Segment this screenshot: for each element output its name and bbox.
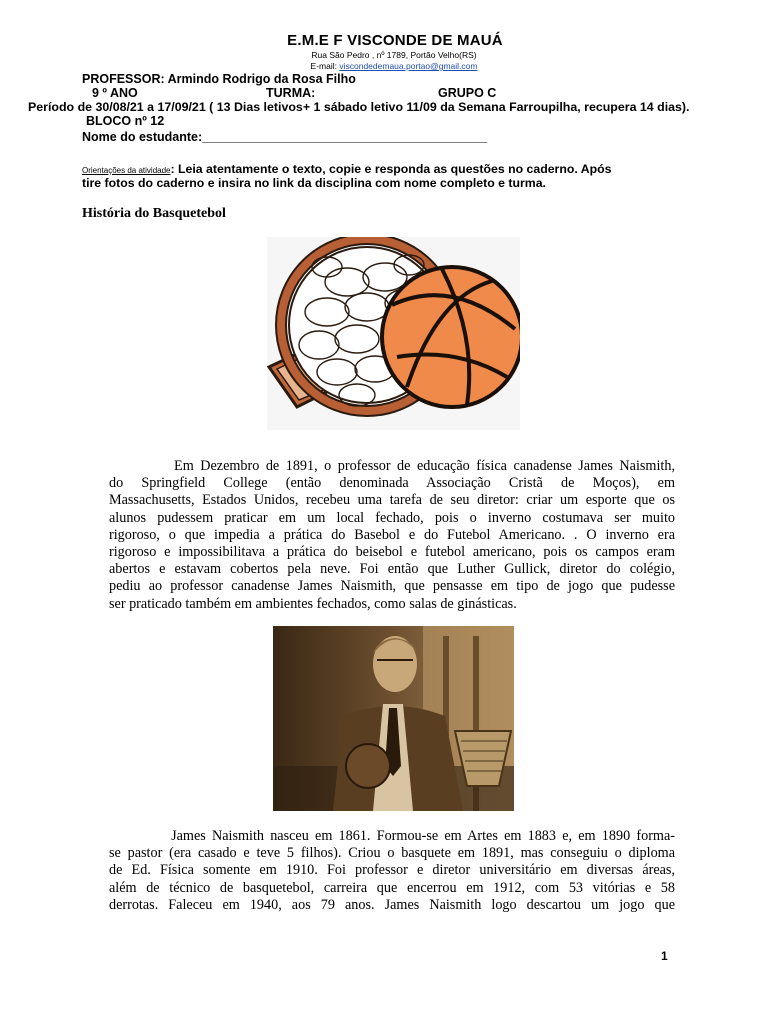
instructions-line-2: tire fotos do caderno e insira no link da disciplina com nome completo e turma. [82, 176, 546, 190]
activity-instructions [82, 162, 682, 190]
professor-line: PROFESSOR: Armindo Rodrigo da Rosa Filho [82, 72, 356, 86]
period-line: Período de 30/08/21 a 17/09/21 ( 13 Dias letivos+ 1 sábado letivo 11/09 da Semana Farroupilha, recupera 14 dias). [28, 100, 690, 114]
school-name: E.M.E F VISCONDE DE MAUÁ [287, 32, 503, 49]
paragraph-line: Massachusetts, Estados Unidos, recebeu uma tarefa de seu diretor: criar um esporte que os [109, 492, 675, 509]
school-address: Rua São Pedro , nº 1789, Portão Velho(RS) [311, 50, 477, 60]
paragraph-line: de Ed. Física somente em 1910. Foi professor e diretor universitário em diversas áreas, [109, 862, 675, 879]
portrait-photo-icon [273, 626, 514, 811]
basketball-hoop-icon [267, 237, 520, 430]
student-name-field: Nome do estudante:_________________________________________ [82, 130, 488, 144]
paragraph-line: rigoroso, o que impedia a prática do Basebol e do Futebol Americano. . O inverno era [109, 526, 675, 543]
email-link[interactable]: viscondedemaua.portao@gmail.com [339, 61, 478, 71]
paragraph-line: alunos pudessem praticar em um local fechado, pois o inverno costumava ser muito [109, 509, 675, 526]
page-number: 1 [661, 949, 668, 963]
paragraph-1 [109, 458, 675, 613]
section-title: História do Basquetebol [82, 206, 226, 221]
paragraph-line: rigoroso e impossibilitava a prática do beisebol e futebol americano, pois os campos eram [109, 543, 675, 560]
james-naismith-photo [273, 626, 514, 811]
paragraph-2 [109, 828, 675, 914]
paragraph-line: Em Dezembro de 1891, o professor de educação física canadense James Naismith, [109, 458, 675, 474]
instructions-label: Orientações da atividade [82, 166, 171, 175]
class-label: TURMA: [266, 86, 316, 100]
paragraph-line: pediu ao professor canadense James Naismith, que pensasse em tipo de jogo que pudesse [109, 578, 675, 595]
paragraph-line: além de técnico de basquetebol, carreira que encerrou em 1912, com 53 vitórias e 58 [109, 879, 675, 896]
paragraph-line: derrotas. Faleceu em 1940, aos 79 anos. James Naismith logo descartou um jogo que [109, 896, 675, 913]
paragraph-line: do Springfield College (então denominada Associação Cristã de Moços), em [109, 475, 675, 492]
school-email-line [0, 61, 768, 71]
instructions-line-1: : Leia atentamente o texto, copie e responda as questões no caderno. Após [170, 162, 612, 176]
basketball-hoop-illustration [267, 237, 520, 430]
paragraph-line: se pastor (era casado e teve 5 filhos). Criou o basquete em 1891, mas conseguiu o diploma [109, 845, 675, 862]
paragraph-line: abertos e estavam cobertos pela neve. Foi então que Luther Gullick, diretor do colégio, [109, 561, 675, 578]
grade-label: 9 º ANO [92, 86, 138, 100]
paragraph-line-last: ser praticado também em ambientes fechados, como salas de ginásticas. [109, 595, 517, 612]
block-label: BLOCO nº 12 [86, 114, 165, 128]
group-label: GRUPO C [438, 86, 497, 100]
paragraph-line: James Naismith nasceu em 1861. Formou-se em Artes em 1883 e, em 1890 forma- [109, 828, 675, 844]
email-label: E-mail: [310, 61, 340, 71]
